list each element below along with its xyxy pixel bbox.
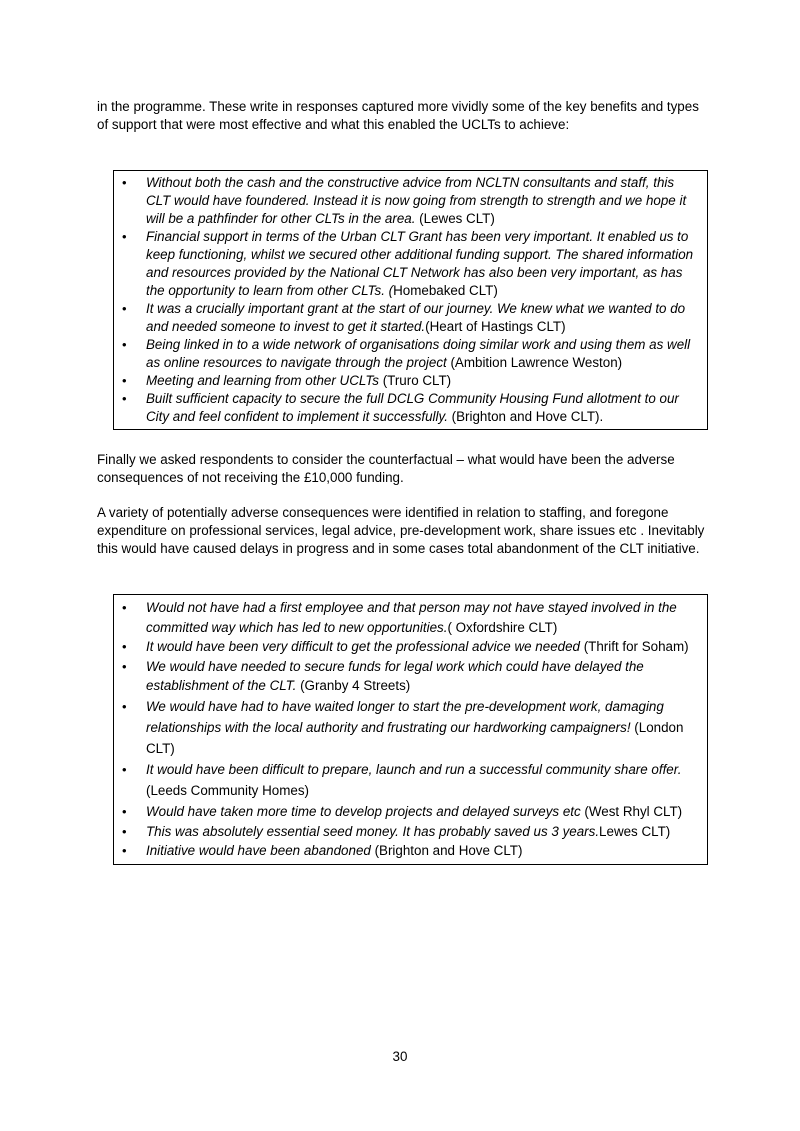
consequences-intro-paragraph: A variety of potentially adverse consequences were identified in relation to staffing, and foregone expenditure on professional services, legal advice, pre-development work, share issues etc . Inevitably this would have caused delays in progress and in some cases total abandonment of the CLT initiative. xyxy=(97,505,705,556)
list-item xyxy=(114,372,701,390)
list-item xyxy=(114,300,701,336)
quote-text: Would have taken more time to develop projects and delayed surveys etc xyxy=(146,803,581,819)
quote-text: It would have been difficult to prepare, launch and run a successful community share offer. xyxy=(146,761,682,777)
quote-source: (Thrift for Soham) xyxy=(579,639,689,654)
counterfactual-paragraph: Finally we asked respondents to consider the counterfactual – what would have been the adverse consequences of not receiving the £10,000 funding. xyxy=(97,452,675,485)
quote-source: Lewes CLT) xyxy=(599,823,671,839)
benefits-list xyxy=(114,174,701,426)
list-item xyxy=(114,637,701,657)
quote-text: It would have been very difficult to get the professional advice we needed xyxy=(146,639,580,654)
quote-source: (Granby 4 Streets) xyxy=(296,678,411,693)
intro-paragraph: in the programme. These write in responses captured more vividly some of the key benefits and types of support that were most effective and what this enabled the UCLTs to achieve: xyxy=(97,99,699,132)
quote-text: It was a crucially important grant at the start of our journey. We knew what we wanted to do and needed someone to invest to get it started. xyxy=(146,301,686,334)
quote-text: We would have needed to secure funds for legal work which could have delayed the establishment of the CLT. xyxy=(146,658,644,693)
list-item xyxy=(114,598,701,637)
quote-source: (London CLT) xyxy=(146,719,684,756)
page-number: 30 xyxy=(392,1049,408,1064)
quote-text: Being linked in to a wide network of organisations doing similar work and using them as well as online resources to navigate through the project xyxy=(146,337,691,370)
list-item xyxy=(114,759,701,801)
quote-source: (Leeds Community Homes) xyxy=(146,782,309,798)
quote-text: Built sufficient capacity to secure the full DCLG Community Housing Fund allotment to our City and feel confident to implement it successfully. xyxy=(146,391,679,424)
quote-text: This was absolutely essential seed money. It has probably saved us 3 years. xyxy=(146,823,600,839)
list-item xyxy=(114,390,701,426)
quote-source: (Truro CLT) xyxy=(378,373,452,388)
quote-text: Without both the cash and the constructive advice from NCLTN consultants and staff, this CLT would have foundered. Instead it is now going from strength to strength and we hope it will be a pathfinder for other CLTs in the area. xyxy=(146,175,687,226)
quote-source: ( Oxfordshire CLT) xyxy=(447,619,558,635)
quote-source: (Ambition Lawrence Weston) xyxy=(446,355,623,370)
list-item xyxy=(114,801,701,822)
benefits-quote-box xyxy=(113,170,708,430)
list-item xyxy=(114,696,701,759)
quote-source: Homebaked CLT) xyxy=(393,283,498,298)
list-item xyxy=(114,174,701,228)
consequences-list xyxy=(114,598,701,861)
quote-text: Meeting and learning from other UCLTs xyxy=(146,373,379,388)
consequences-quote-box xyxy=(113,594,708,865)
list-item xyxy=(114,822,701,842)
list-item xyxy=(114,841,701,861)
list-item xyxy=(114,657,701,696)
quote-source: (Heart of Hastings CLT) xyxy=(425,319,566,334)
quote-source: (West Rhyl CLT) xyxy=(580,803,683,819)
list-item xyxy=(114,228,701,300)
quote-text: Would not have had a first employee and that person may not have stayed involved in the committed way which has led to new opportunities. xyxy=(146,600,677,635)
quote-text: We would have had to have waited longer to start the pre-development work, damaging relationships with the local authority and frustrating our hardworking campaigners! xyxy=(146,698,664,735)
quote-text: Initiative would have been abandoned xyxy=(146,843,375,858)
quote-source: (Brighton and Hove CLT) xyxy=(374,843,523,858)
quote-source: (Brighton and Hove CLT). xyxy=(447,409,604,424)
quote-source: (Lewes CLT) xyxy=(415,211,495,226)
quote-text: Financial support in terms of the Urban CLT Grant has been very important. It enabled us to keep functioning, whilst we secured other additional funding support. The shared information and resources provided by the National CLT Network has also been very important, as has the opportunity to learn from other CLTs. ( xyxy=(146,229,694,298)
list-item xyxy=(114,336,701,372)
